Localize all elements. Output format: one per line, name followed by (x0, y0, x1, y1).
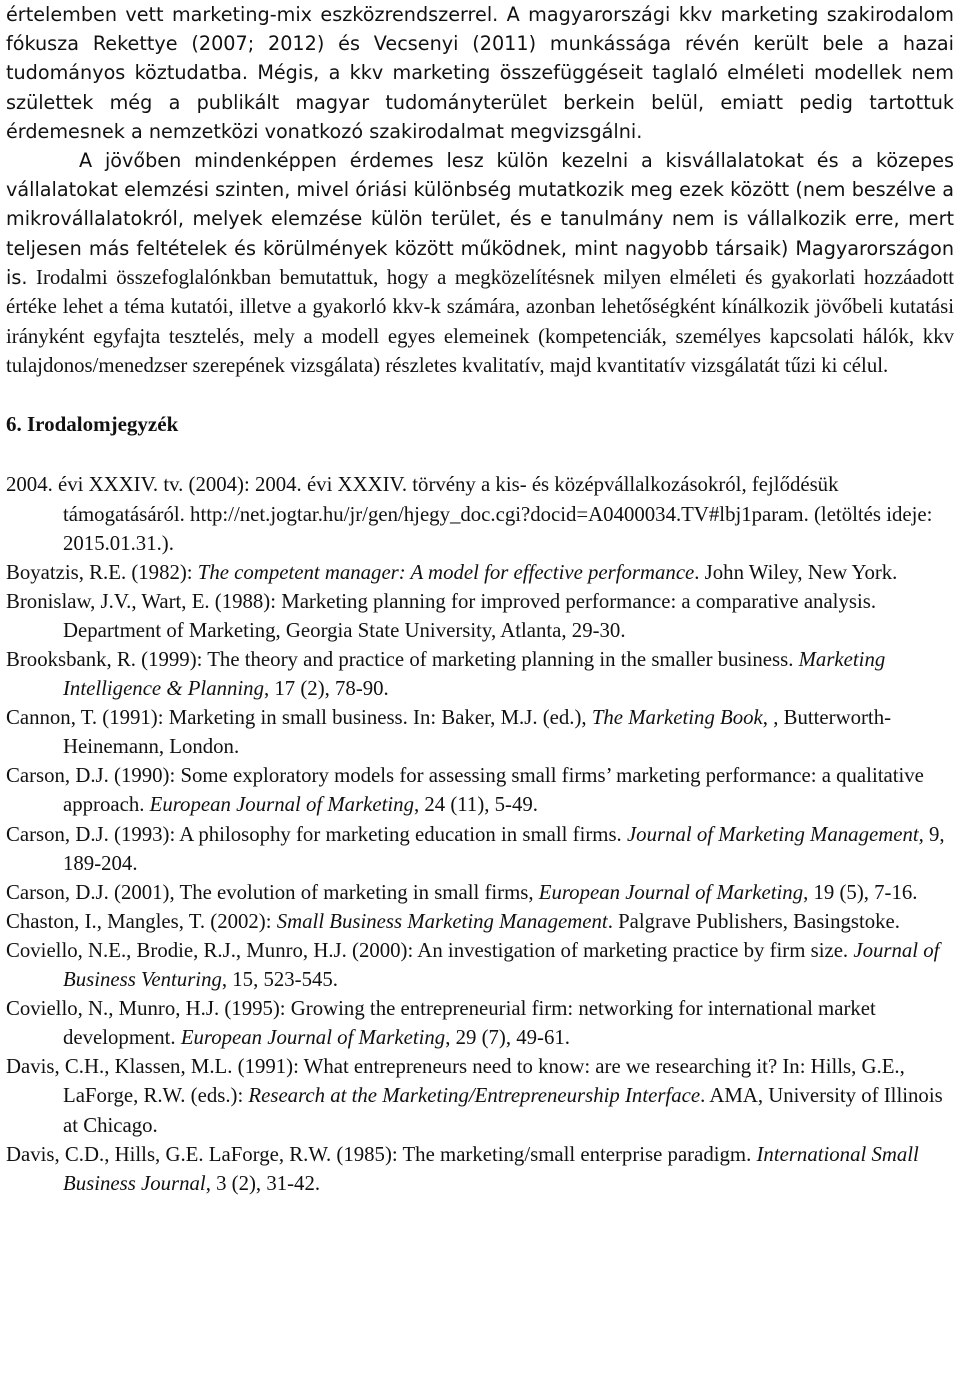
ref-italic: Small Business Marketing Management (276, 909, 608, 933)
ref-tail: , 29 (7), 49-61. (445, 1026, 570, 1050)
ref-text: Davis, C.H., Klassen, M.L. (1991): What entrepreneurs need to know: are we researching it? In: Hills, G.E., LaForge, R.W. (eds.): (6, 1055, 905, 1108)
future-text-sans: A jövőben mindenképpen érdemes lesz külön kezelni a kisvállalatokat és a közepes vállalatokat elemzési szinten, mivel óriási különbség mutatkozik meg ezek között (nem beszélve a mikrovállalatokról, melyek elemzése külön terület, és e tanulmány nem is vállalkozik erre, mert teljesen más feltételek és körülmények között működnek, mint nagyobb társaik) Magyarországon is. (6, 149, 954, 289)
reference-item (6, 907, 954, 936)
intro-text: értelemben vett marketing-mix eszközrendszerrel. A magyarországi kkv marketing szakirodalom fókusza Rekettye (2007; 2012) és Vecsenyi (2011) munkássága révén került bele a hazai tudományos köztudatba. Mégis, a kkv marketing összefüggéseit taglaló elméleti modellek nem születtek még a publikált magyar tudományterület berkein belül, emiatt pedig tartottuk érdemesnek a nemzetközi vonatkozó szakirodalmat megvizsgálni. (6, 3, 954, 143)
ref-text: Carson, D.J. (2001), The evolution of marketing in small firms, (6, 880, 539, 904)
ref-italic: Marketing Intelligence & Planning (63, 648, 886, 701)
ref-tail: . John Wiley, New York. (694, 560, 898, 584)
reference-item (6, 936, 954, 994)
ref-tail: , , Butterworth-Heinemann, London. (63, 706, 892, 759)
section-heading: 6. Irodalomjegyzék (6, 412, 179, 437)
ref-tail: , 24 (11), 5-49. (413, 793, 538, 817)
ref-tail: , 19 (5), 7-16. (803, 880, 918, 904)
ref-tail: , 15, 523-545. (221, 968, 338, 992)
reference-item (6, 587, 954, 645)
ref-text: Brooksbank, R. (1999): The theory and practice of marketing planning in the smaller business. (6, 648, 799, 672)
ref-text: Coviello, N., Munro, H.J. (1995): Growing the entrepreneurial firm: networking for international market development. (6, 997, 876, 1050)
ref-tail: , 3 (2), 31-42. (205, 1171, 321, 1195)
ref-italic: European Journal of Marketing (538, 880, 804, 904)
reference-item (6, 878, 954, 907)
ref-text: Coviello, N.E., Brodie, R.J., Munro, H.J. (2000): An investigation of marketing practice by firm size. (6, 938, 854, 962)
reference-item (6, 1140, 954, 1198)
reference-item (6, 994, 954, 1052)
intro-paragraph (6, 0, 954, 146)
ref-text: Carson, D.J. (1993): A philosophy for marketing education in small firms. (6, 822, 627, 846)
ref-text: Bronislaw, J.V., Wart, E. (1988): Marketing planning for improved performance: a comparative analysis. Department of Marketing, Georgia State University, Atlanta, 29-30. (6, 589, 877, 642)
future-text-serif: Irodalmi összefoglalónkban bemutattuk, hogy a megközelítésnek milyen elméleti és gyakorlati hozzáadott értéke lehet a téma kutatói, illetve a gyakorló kkv-k számára, azonban lehetőségként kínálkozik jövőbeli kutatási irányként egyfajta tesztelés, mely a modell egyes elemeinek (kompetenciák, személyes kapcsolati hálók, kkv tulajdonos/menedzser szerepének vizsgálata) részletes kvalitatív, majd kvantitatív vizsgálatát tűzi ki célul. (6, 265, 954, 378)
reference-item (6, 820, 954, 878)
ref-italic: European Journal of Marketing (180, 1026, 446, 1050)
ref-tail: 9, 189-204. (63, 822, 945, 875)
ref-italic: European Journal of Marketing (149, 793, 414, 817)
ref-text: Carson, D.J. (1990): Some exploratory models for assessing small firms’ marketing performance: a qualitative approach. (6, 764, 924, 817)
ref-text: Chaston, I., Mangles, T. (2002): (6, 909, 277, 933)
ref-text: Cannon, T. (1991): Marketing in small business. In: Baker, M.J. (ed.), (6, 706, 592, 730)
reference-item (6, 558, 954, 587)
ref-text: Davis, C.D., Hills, G.E. LaForge, R.W. (1985): The marketing/small enterprise paradigm. (6, 1142, 757, 1166)
reference-item (6, 761, 954, 819)
future-paragraph (6, 146, 954, 380)
reference-item (6, 470, 954, 557)
reference-list (6, 470, 954, 1197)
reference-item (6, 645, 954, 703)
ref-italic: Journal of Business Venturing (63, 938, 940, 992)
ref-italic: The competent manager: A model for effective performance (197, 560, 695, 584)
ref-italic: International Small Business Journal (63, 1142, 919, 1195)
reference-item (6, 1052, 954, 1139)
reference-item (6, 703, 954, 761)
ref-italic: The Marketing Book (591, 706, 763, 730)
ref-italic: Research at the Marketing/Entrepreneurship Interface (248, 1084, 701, 1108)
ref-tail: . Palgrave Publishers, Basingstoke. (607, 909, 900, 933)
ref-text: 2004. évi XXXIV. tv. (2004): 2004. évi XXXIV. törvény a kis- és középvállalkozásokról, fejlődésük támogatásáról. http://net.jogtar.hu/jr/gen/hjegy_doc.cgi?docid=A0400034.TV#lbj1param. (letöltés ideje: 2015.01.31.). (6, 473, 933, 555)
ref-tail: . AMA, University of Illinois at Chicago. (63, 1084, 943, 1137)
document-page (6, 0, 954, 1198)
ref-tail: , 17 (2), 78-90. (263, 677, 389, 701)
ref-italic: Journal of Marketing Management, (626, 822, 924, 846)
ref-text: Boyatzis, R.E. (1982): (6, 560, 198, 584)
